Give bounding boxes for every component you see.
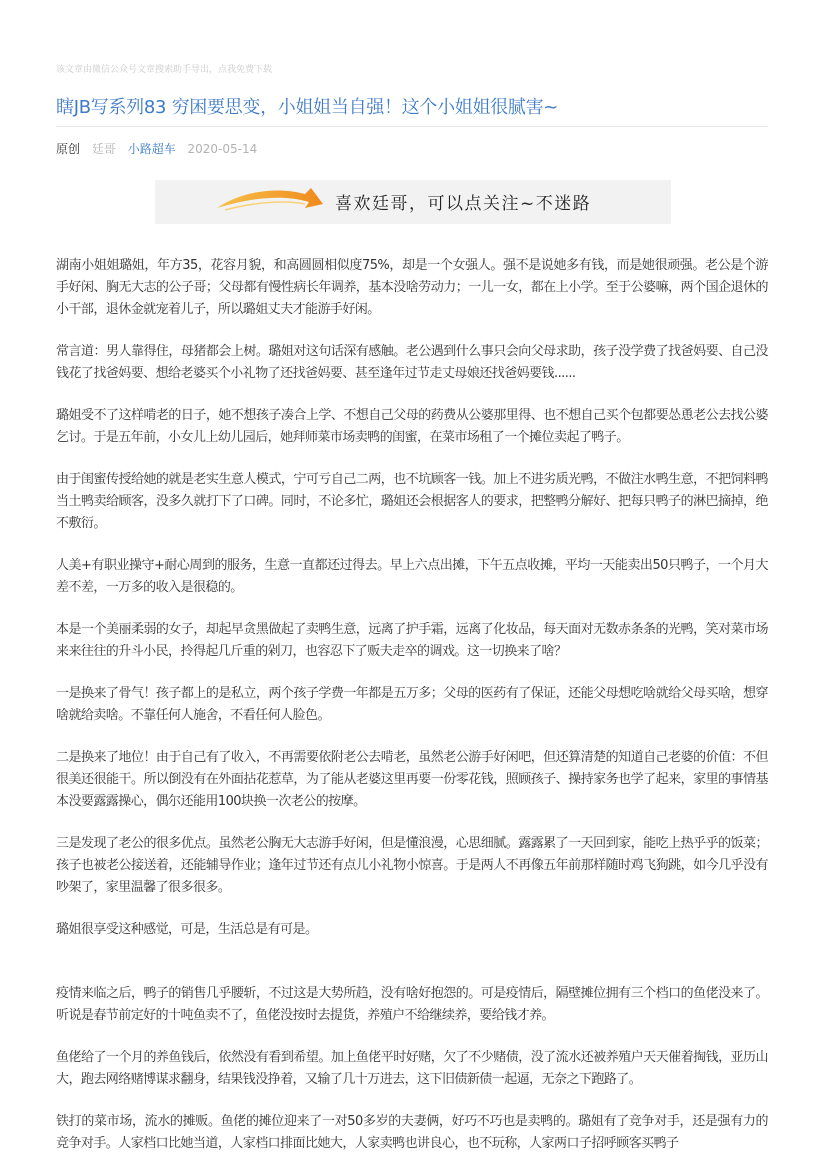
paragraph: 三是发现了老公的很多优点。虽然老公胸无大志游手好闲，但是懂浪漫，心思细腻。露露累了一天回到家，能吃上热乎乎的饭菜；孩子也被老公接送着，还能辅导作业；逢年过节还有点儿小礼物小惊喜。于是两人不再像五年前那样随时鸡飞狗跳，如今几乎没有吵架了，家里温馨了很多很多。 [56, 836, 768, 895]
paragraph: 常言道：男人靠得住，母猪都会上树。璐姐对这句话深有感触。老公遇到什么事只会向父母求助，孩子没学费了找爸妈要、自己没钱花了找爸妈要、想给老婆买个小礼物了还找爸妈要、甚至逢年过节走丈母娘还找爸妈要钱...... [56, 344, 768, 381]
paragraph: 疫情来临之后，鸭子的销售几乎腰斩，不过这是大势所趋，没有啥好抱怨的。可是疫情后，隔壁摊位拥有三个档口的鱼佬没来了。听说是春节前定好的十吨鱼卖不了，鱼佬没按时去提货，养殖户不给继续养，要给钱才养。 [56, 986, 768, 1023]
article-title: 瞎JB写系列83 穷困要思变，小姐姐当自强！这个小姐姐很腻害~ [56, 97, 559, 118]
follow-banner [155, 180, 671, 224]
paragraph: 璐姐受不了这样啃老的日子，她不想孩子凑合上学、不想自己父母的药费从公婆那里得、也不想自己买个包都要怂恿老公去找公婆乞讨。于是五年前，小女儿上幼儿园后，她拜师菜市场卖鸭的闺蜜，在菜市场租了一个摊位卖起了鸭子。 [56, 408, 768, 445]
paragraph: 由于闺蜜传授给她的就是老实生意人模式，宁可亏自己二两，也不坑顾客一钱。加上不进劣质光鸭，不做注水鸭生意，不把饲料鸭当土鸭卖给顾客，没多久就打下了口碑。同时，不论多忙，璐姐还会根据客人的要求，把整鸭分解好、把每只鸭子的淋巴摘掉，绝不敷衍。 [56, 472, 768, 531]
paragraph: 铁打的菜市场，流水的摊贩。鱼佬的摊位迎来了一对50多岁的夫妻俩，好巧不巧也是卖鸭的。璐姐有了竞争对手，还是强有力的竞争对手。人家档口比她当道，人家档口排面比她大，人家卖鸭也讲良心，也不玩称，人家两口子招呼顾客买鸭子 [56, 1114, 768, 1151]
paragraph: 二是换来了地位！由于自己有了收入，不再需要依附老公去啃老，虽然老公游手好闲吧，但还算清楚的知道自己老婆的价值：不但很美还很能干。所以倒没有在外面拈花惹草，为了能从老婆这里再要一份零花钱，照顾孩子、操持家务也学了起来，家里的事情基本没要露露操心，偶尔还能用100块换一次老公的按摩。 [56, 750, 768, 809]
banner-text: 喜欢廷哥，可以点关注~不迷路 [335, 194, 592, 214]
title-divider [56, 126, 768, 127]
export-notice-link[interactable]: 该文章由微信公众号文章搜索助手导出，点我免费下载 [56, 65, 273, 75]
paragraph: 璐姐很享受这种感觉，可是，生活总是有可是。 [56, 922, 318, 937]
account-name-link[interactable]: 小路超车 [127, 142, 176, 156]
paragraph: 鱼佬给了一个月的养鱼钱后，依然没有看到希望。加上鱼佬平时好赌，欠了不少赌债，没了流水还被养殖户天天催着掏钱，亚历山大，跑去网络赌博谋求翻身，结果钱没挣着，又输了几十万进去，这下旧债新债一起逼，无奈之下跑路了。 [56, 1050, 768, 1087]
article-meta [56, 140, 265, 157]
paragraph: 湖南小姐姐璐姐，年方35，花容月貌，和高圆圆相似度75%，却是一个女强人。强不是说她多有钱，而是她很顽强。老公是个游手好闲、胸无大志的公子哥；父母都有慢性病长年调养，基本没啥劳动力；一儿一女，都在上小学。至于公婆嘛，两个国企退休的小干部，退休金就宠着儿子，所以璐姐丈夫才能游手好闲。 [56, 258, 768, 317]
author-name: 廷哥 [91, 142, 116, 156]
original-label: 原创 [56, 142, 81, 156]
paragraph: 一是换来了骨气！孩子都上的是私立，两个孩子学费一年都是五万多；父母的医药有了保证，还能父母想吃啥就给父母买啥，想穿啥就给卖啥。不靠任何人施舍，不看任何人脸色。 [56, 686, 768, 723]
paragraph: 本是一个美丽柔弱的女子，却起早贪黑做起了卖鸭生意，远离了护手霜，远离了化妆品，每天面对无数赤条条的光鸭，笑对菜市场来来往往的升斗小民，拎得起几斤重的剁刀，也容忍下了贩夫走卒的调戏。这一切换来了啥？ [56, 622, 768, 659]
paragraph: 人美+有职业操守+耐心周到的服务，生意一直都还过得去。早上六点出摊，下午五点收摊，平均一天能卖出50只鸭子，一个月大差不差，一万多的收入是很稳的。 [56, 558, 768, 595]
article-body [56, 255, 768, 1175]
publish-date: 2020-05-14 [187, 142, 258, 156]
